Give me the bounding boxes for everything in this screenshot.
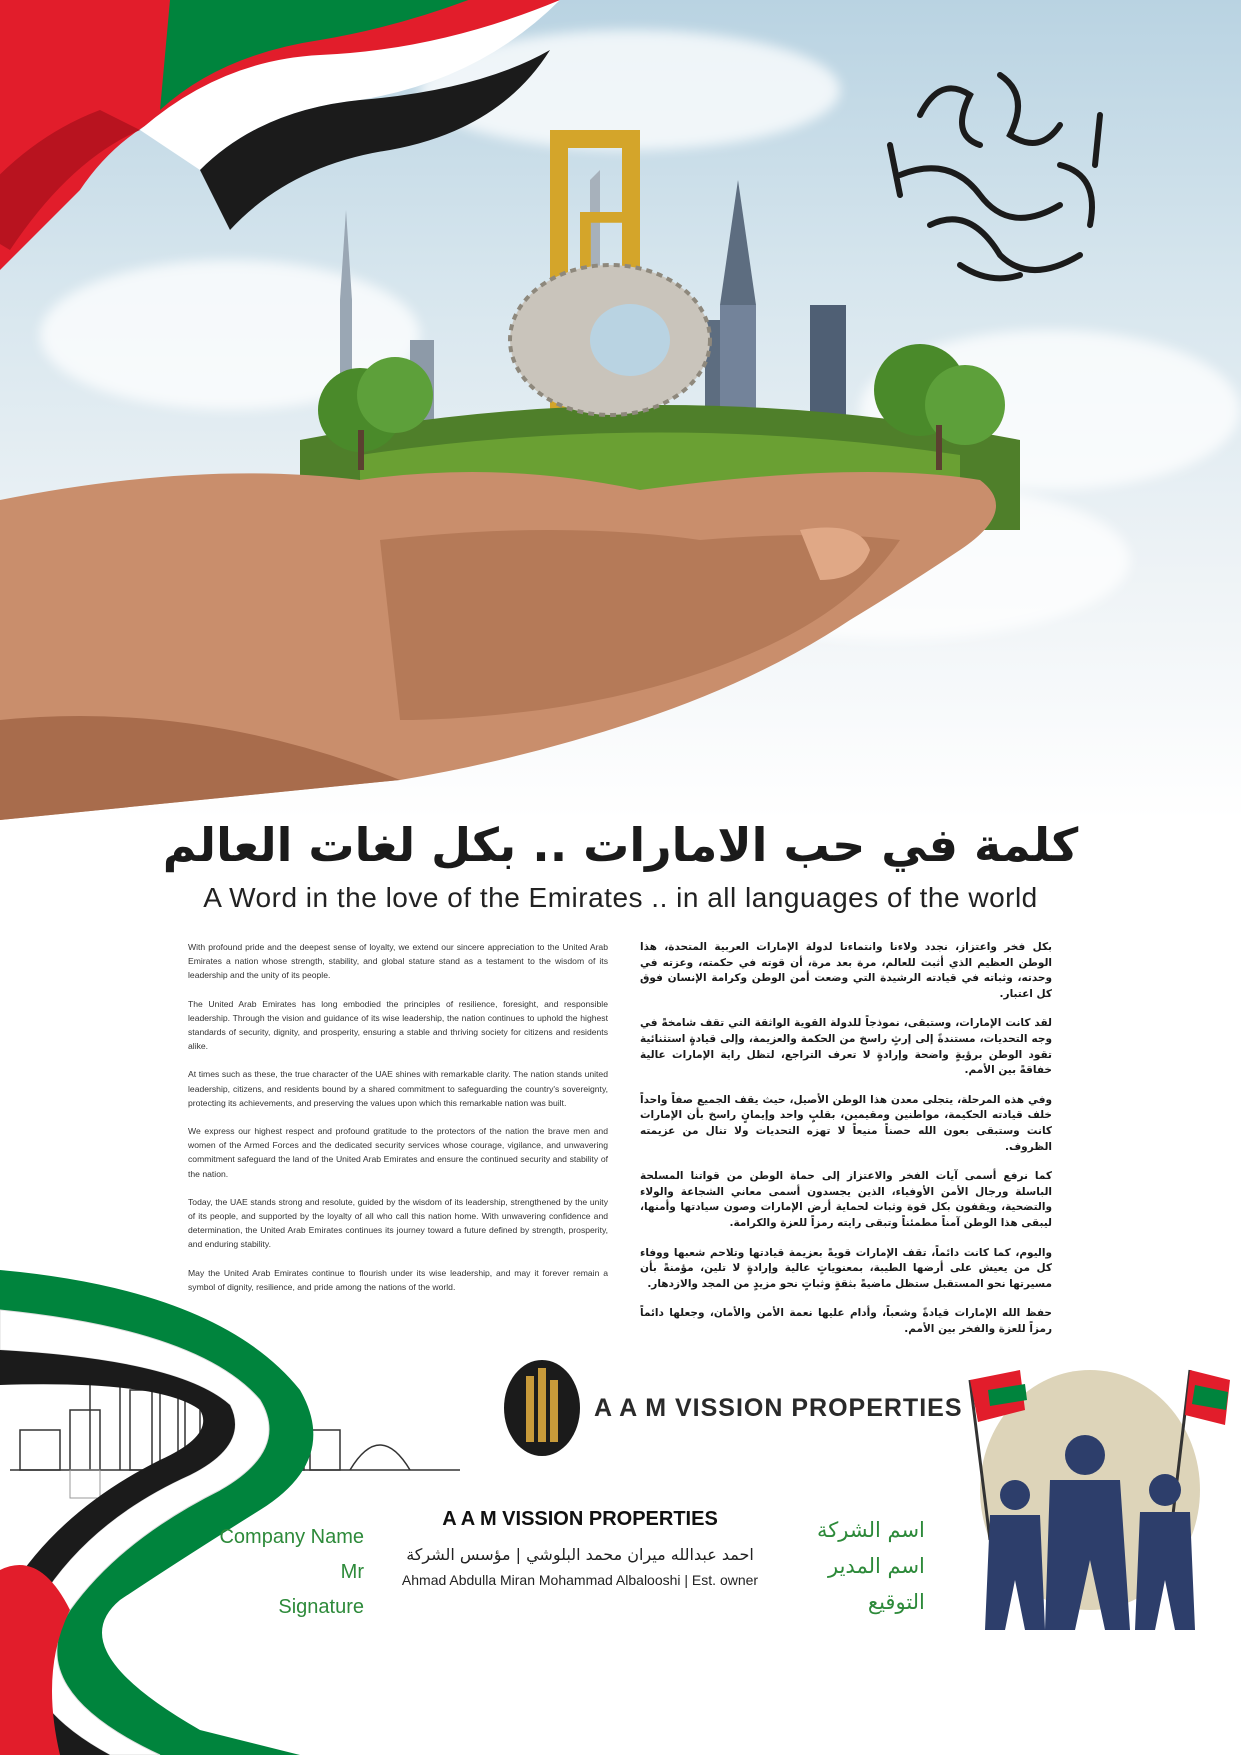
label-company-name: Company Name <box>219 1526 364 1548</box>
logo-text: A A M VISSION PROPERTIES <box>594 1394 963 1422</box>
paragraph: حفظ الله الإمارات قيادةً وشعباً، وأدام عليها نعمة الأمن والأمان، وجعلها دائماً رمزاً للعزة والفخر بين الأمم. <box>640 1307 1052 1335</box>
building-logo-icon <box>502 1358 582 1458</box>
paragraph: May the United Arab Emirates continue to flourish under its wise leadership, and may it forever remain a symbol of dignity, resilience, and pride among the nations of the world. <box>188 1267 608 1292</box>
paragraph: Today, the UAE stands strong and resolute, guided by the wisdom of its leadership, strengthened by the unity of its people, and supported by the loyalty of all who call this nation home. With unwavering confidence and determination, the United Arab Emirates continues its journey toward a future defined by strength, prosperity, and enduring stability. <box>188 1196 608 1250</box>
owner-arabic: احمد عبدالله ميران محمد البلوشي | مؤسس الشركة <box>406 1545 754 1564</box>
owner-english: Ahmad Abdulla Miran Mohammad Albalooshi | Est. owner <box>401 1572 759 1588</box>
soldiers-with-flags <box>930 1340 1241 1640</box>
label-manager-ar: اسم المدير <box>827 1554 925 1578</box>
label-signature: Signature <box>278 1596 364 1618</box>
paragraph: We express our highest respect and profound gratitude to the protectors of the nation the brave men and women of the Armed Forces and the dedicated security services whose courage, vigilance, and unwavering commitment safeguard the land of the United Arab Emirates and ensure the continued security and stability of the nation. <box>188 1126 608 1179</box>
calligraphy-emblem-icon <box>860 55 1130 315</box>
label-signature-ar: التوقيع <box>867 1590 925 1614</box>
paragraph: وفي هذه المرحلة، يتجلى معدن هذا الوطن الأصيل، حيث يقف الجميع صفاً واحداً خلف قيادته الحكيمة، مواطنين ومقيمين، بقلبٍ واحد وإيمانٍ راسخ بأن الإمارات كانت وستبقى بعون الله حصناً منيعاً لا تهزه التحديات ولا تنال من عزيمته الظروف. <box>640 1093 1052 1153</box>
signature-labels-arabic <box>817 1512 925 1620</box>
paragraph: بكل فخر واعتزاز، نجدد ولاءنا وانتماءنا لدولة الإمارات العربية المتحدة، هذا الوطن العظيم الذي أثبت للعالم، مرة بعد مرة، أن قوته في حكمته، وعزته في وحدته، وثباته في قيادته الرشيدة التي وضعت أمن الوطن وكرامة الإنسان فوق كل اعتبار. <box>640 941 1052 1000</box>
headline-english: A Word in the love of the Emirates .. in all languages of the world <box>203 882 1038 913</box>
paragraph: لقد كانت الإمارات، وستبقى، نموذجاً للدولة القوية الواثقة التي تقف شامخةً في وجه التحديات، مستندةً إلى إرثٍ راسخ من الحكمة والعزيمة، وإلى قيادةٍ استثنائية تقود الوطن برؤيةٍ واضحة وإرادةٍ لا تعرف التراجع، لتظل راية الإمارات عالية خفاقةً بين الأمم. <box>640 1017 1052 1077</box>
headline-arabic: كلمة في حب الامارات .. بكل لغات العالم <box>162 818 1079 872</box>
hero-artwork <box>0 0 1241 820</box>
body-english-column <box>188 940 608 1308</box>
body-arabic-column <box>640 940 1052 1351</box>
signature-labels-english <box>219 1520 364 1625</box>
paragraph: كما نرفع أسمى آيات الفخر والاعتزاز إلى حماة الوطن من قواتنا المسلحة الباسلة ورجال الأمن الأوفياء، الذين يجسدون أسمى معاني الشجاعة والولاء والتضحية، ويقفون بكل قوة وثبات لحماية أرض الإمارات وصون سيادتها وأمنها، ليبقى هذا الوطن آمناً مطمئناً وتبقى رايته رمزاً للعزة والكرامة. <box>640 1170 1052 1229</box>
paragraph: At times such as these, the true character of the UAE shines with remarkable clarity. The nation stands united leadership, citizens, and residents bound by a shared commitment to safeguarding the country's sovereignty, protecting its achievements, and preserving the values upon which this remarkable nation was built. <box>188 1069 608 1108</box>
paragraph: واليوم، كما كانت دائماً، تقف الإمارات قويةً بعزيمة قيادتها وتلاحم شعبها ووفاء كل من يعيش على أرضها الطيبة، بمعنوياتٍ عالية وإرادةٍ لا تلين، مؤمنةً بأن مسيرتها نحو المستقبل ستظل ماضيةً بثقةٍ وثباتٍ نحو مزيدٍ من المجد والازدهار. <box>640 1246 1052 1290</box>
paragraph: With profound pride and the deepest sense of loyalty, we extend our sincere appreciation to the United Arab Emirates a nation whose strength, stability, and global stature stand as a testament to the wisdom of its leadership and the unity of its people. <box>188 942 608 981</box>
paragraph: The United Arab Emirates has long embodied the principles of resilience, foresight, and responsible leadership. Through the vision and guidance of its wise leadership, the nation continues to uphold the highest standards of security, dignity, and prosperity, ensuring a stable and thriving society for citizens and residents alike. <box>188 998 608 1052</box>
label-company-name-ar: اسم الشركة <box>817 1518 925 1542</box>
open-hand <box>0 420 1080 820</box>
label-mr: Mr <box>340 1561 364 1583</box>
company-name: A A M VISSION PROPERTIES <box>442 1508 718 1530</box>
